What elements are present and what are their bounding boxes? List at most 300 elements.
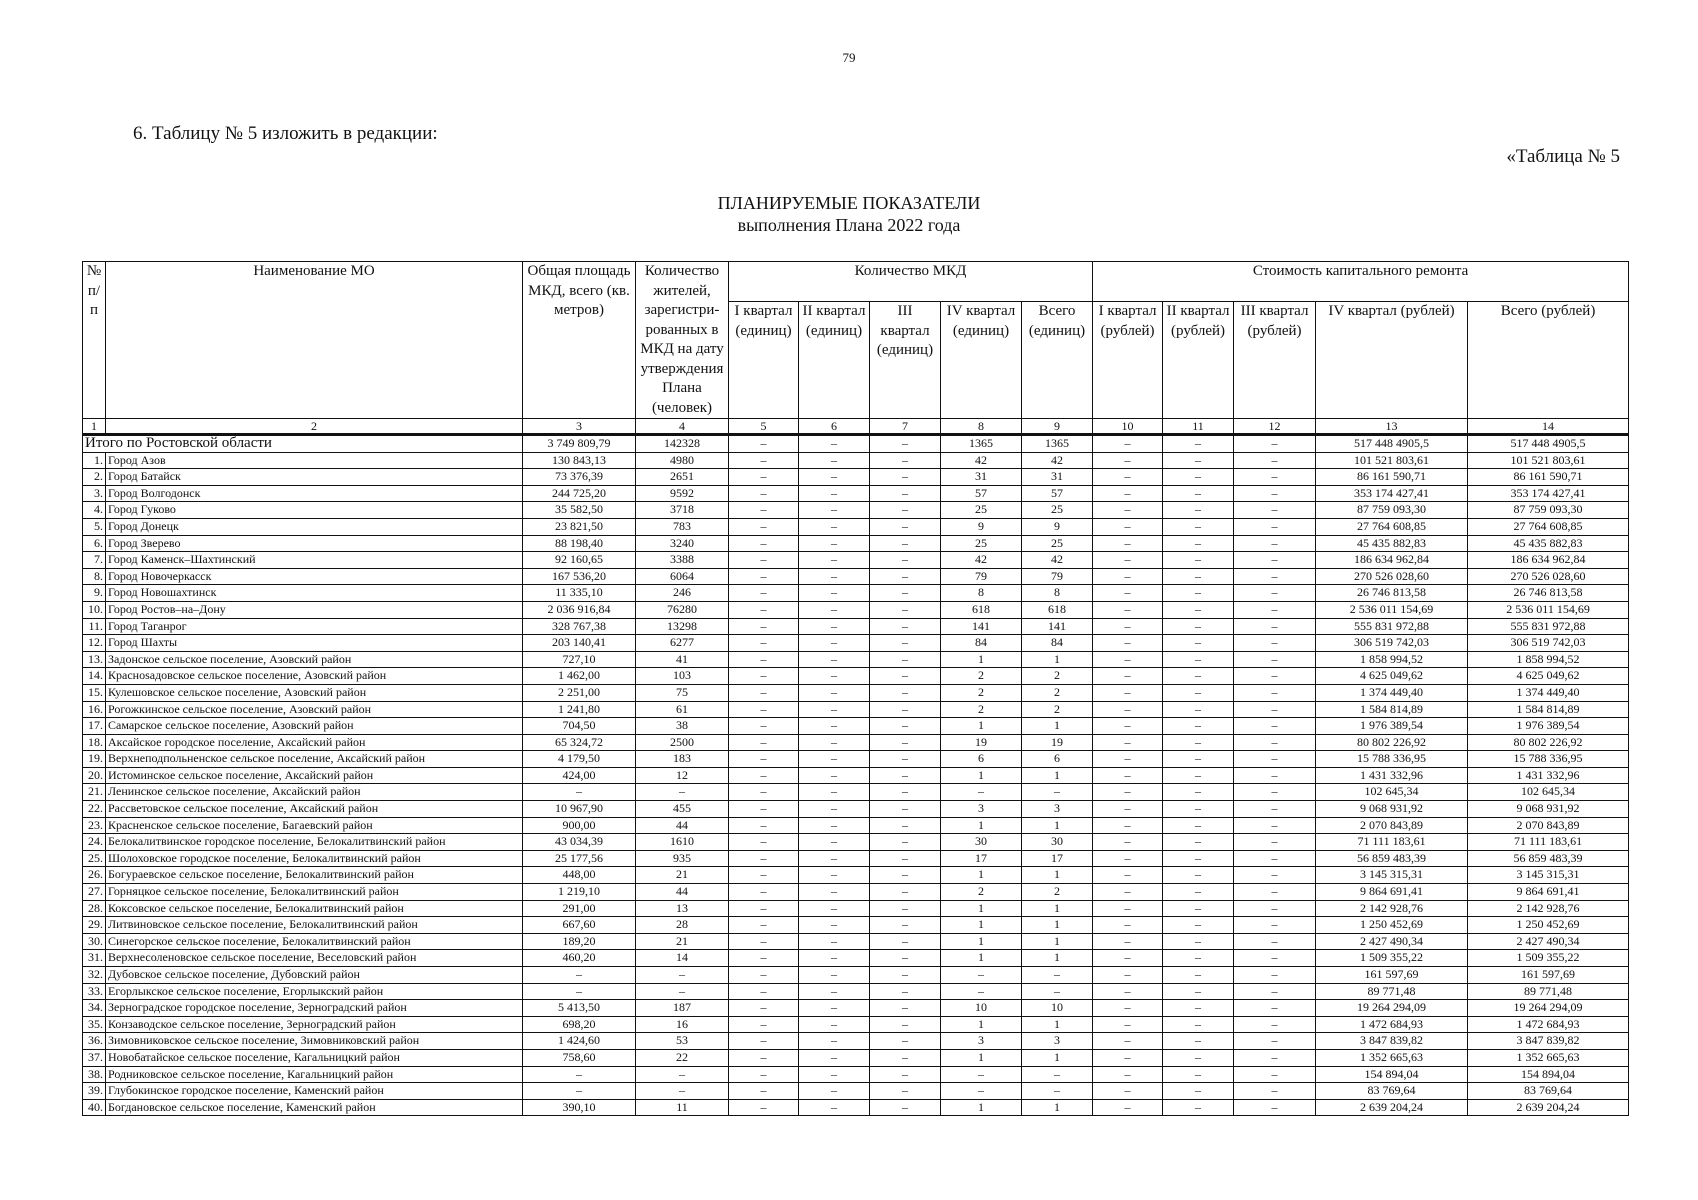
table-row	[83, 917, 1629, 934]
row-cost-q1: –	[1093, 1033, 1163, 1050]
total-mkd-q1: –	[729, 435, 799, 453]
row-cost-q3: –	[1234, 767, 1316, 784]
row-cost-q2: –	[1163, 933, 1234, 950]
row-mkd-q4: 1	[941, 817, 1022, 834]
row-mkd-q2: –	[799, 933, 870, 950]
row-number: 10.	[83, 601, 106, 618]
row-mkd-q1: –	[729, 552, 799, 569]
row-residents: 455	[636, 801, 729, 818]
row-cost-q2: –	[1163, 1083, 1234, 1100]
row-mkd-q2: –	[799, 917, 870, 934]
row-number: 1.	[83, 452, 106, 469]
row-mkd-q4: 84	[941, 635, 1022, 652]
column-number: 14	[1468, 419, 1629, 435]
row-cost-q4: 19 264 294,09	[1316, 1000, 1468, 1017]
row-mkd-q1: –	[729, 983, 799, 1000]
row-number: 7.	[83, 552, 106, 569]
row-cost-q3: –	[1234, 1033, 1316, 1050]
row-mkd-total: 1	[1022, 867, 1093, 884]
row-area: 35 582,50	[523, 502, 636, 519]
row-name: Шолоховское городское поселение, Белокалитвинский район	[106, 850, 523, 867]
column-number: 12	[1234, 419, 1316, 435]
row-residents: 76280	[636, 601, 729, 618]
row-name: Истоминское сельское поселение, Аксайский район	[106, 767, 523, 784]
row-mkd-q2: –	[799, 502, 870, 519]
row-cost-q3: –	[1234, 734, 1316, 751]
row-mkd-total: 2	[1022, 701, 1093, 718]
row-mkd-q4: 1	[941, 917, 1022, 934]
column-number: 8	[941, 419, 1022, 435]
row-cost-q2: –	[1163, 801, 1234, 818]
header-cost-q1: I квартал (рублей)	[1093, 302, 1163, 419]
row-mkd-total: 25	[1022, 502, 1093, 519]
total-residents: 142328	[636, 435, 729, 453]
row-area: 448,00	[523, 867, 636, 884]
row-cost-q2: –	[1163, 485, 1234, 502]
row-mkd-q2: –	[799, 734, 870, 751]
row-cost-q4: 86 161 590,71	[1316, 469, 1468, 486]
row-cost-total: 86 161 590,71	[1468, 469, 1629, 486]
row-area: 390,10	[523, 1099, 636, 1116]
table-row	[83, 1033, 1629, 1050]
row-cost-q4: 102 645,34	[1316, 784, 1468, 801]
row-cost-q1: –	[1093, 469, 1163, 486]
total-label: Итого по Ростовской области	[83, 435, 523, 453]
row-mkd-q1: –	[729, 967, 799, 984]
row-mkd-total: 19	[1022, 734, 1093, 751]
row-mkd-q2: –	[799, 452, 870, 469]
row-cost-q2: –	[1163, 518, 1234, 535]
row-cost-q3: –	[1234, 701, 1316, 718]
row-name: Коксовское сельское поселение, Белокалитвинский район	[106, 900, 523, 917]
row-mkd-q4: 1	[941, 1016, 1022, 1033]
row-number: 19.	[83, 751, 106, 768]
row-residents: 6064	[636, 568, 729, 585]
row-cost-total: 101 521 803,61	[1468, 452, 1629, 469]
row-mkd-q3: –	[870, 718, 941, 735]
row-mkd-q2: –	[799, 801, 870, 818]
row-mkd-q2: –	[799, 701, 870, 718]
row-residents: 44	[636, 884, 729, 901]
row-residents: 2500	[636, 734, 729, 751]
row-residents: 3240	[636, 535, 729, 552]
row-mkd-q1: –	[729, 767, 799, 784]
total-cost-q1: –	[1093, 435, 1163, 453]
row-mkd-q2: –	[799, 967, 870, 984]
table-row	[83, 1083, 1629, 1100]
row-cost-q3: –	[1234, 1083, 1316, 1100]
row-number: 38.	[83, 1066, 106, 1083]
row-mkd-q2: –	[799, 552, 870, 569]
row-cost-q4: 1 374 449,40	[1316, 684, 1468, 701]
row-mkd-q1: –	[729, 867, 799, 884]
row-cost-q2: –	[1163, 601, 1234, 618]
row-cost-q3: –	[1234, 834, 1316, 851]
row-mkd-q4: 618	[941, 601, 1022, 618]
row-mkd-q2: –	[799, 485, 870, 502]
row-residents: 935	[636, 850, 729, 867]
row-area: 167 536,20	[523, 568, 636, 585]
row-cost-q3: –	[1234, 884, 1316, 901]
row-name: Красненское сельское поселение, Багаевский район	[106, 817, 523, 834]
row-mkd-q3: –	[870, 1049, 941, 1066]
row-mkd-q3: –	[870, 900, 941, 917]
table-row	[83, 469, 1629, 486]
total-mkd-q4: 1365	[941, 435, 1022, 453]
row-name: Глубокинское городское поселение, Каменский район	[106, 1083, 523, 1100]
row-residents: 14	[636, 950, 729, 967]
row-cost-q2: –	[1163, 1000, 1234, 1017]
row-mkd-q4: –	[941, 1066, 1022, 1083]
row-residents: 6277	[636, 635, 729, 652]
header-num: № п/п	[83, 262, 106, 419]
row-mkd-q4: 42	[941, 452, 1022, 469]
row-mkd-q1: –	[729, 1000, 799, 1017]
row-name: Зерноградское городское поселение, Зерноградский район	[106, 1000, 523, 1017]
row-name: Верхнеподпольненское сельское поселение, Аксайский район	[106, 751, 523, 768]
row-residents: –	[636, 784, 729, 801]
row-cost-q4: 1 858 994,52	[1316, 651, 1468, 668]
row-number: 13.	[83, 651, 106, 668]
row-area: 130 843,13	[523, 452, 636, 469]
total-mkd-total: 1365	[1022, 435, 1093, 453]
row-area: 88 198,40	[523, 535, 636, 552]
row-cost-q2: –	[1163, 469, 1234, 486]
row-mkd-q2: –	[799, 1066, 870, 1083]
column-number-row	[83, 419, 1629, 435]
row-cost-q1: –	[1093, 518, 1163, 535]
row-name: Конзаводское сельское поселение, Зерноградский район	[106, 1016, 523, 1033]
table-row	[83, 900, 1629, 917]
row-residents: 4980	[636, 452, 729, 469]
row-cost-total: 2 427 490,34	[1468, 933, 1629, 950]
row-cost-total: 2 070 843,89	[1468, 817, 1629, 834]
column-number: 7	[870, 419, 941, 435]
row-cost-q2: –	[1163, 684, 1234, 701]
header-mkd-q4: IV квартал (единиц)	[941, 302, 1022, 419]
row-cost-q1: –	[1093, 568, 1163, 585]
row-name: Ленинское сельское поселение, Аксайский район	[106, 784, 523, 801]
row-name: Рассветовское сельское поселение, Аксайский район	[106, 801, 523, 818]
row-mkd-q2: –	[799, 1000, 870, 1017]
row-cost-q4: 9 068 931,92	[1316, 801, 1468, 818]
row-cost-total: 27 764 608,85	[1468, 518, 1629, 535]
table-row	[83, 668, 1629, 685]
row-cost-q3: –	[1234, 900, 1316, 917]
table-row	[83, 502, 1629, 519]
row-cost-q4: 1 472 684,93	[1316, 1016, 1468, 1033]
row-area: 698,20	[523, 1016, 636, 1033]
row-mkd-q2: –	[799, 585, 870, 602]
row-number: 11.	[83, 618, 106, 635]
row-mkd-q4: 25	[941, 535, 1022, 552]
row-number: 39.	[83, 1083, 106, 1100]
row-number: 15.	[83, 684, 106, 701]
row-cost-q4: 45 435 882,83	[1316, 535, 1468, 552]
column-number: 4	[636, 419, 729, 435]
row-mkd-q1: –	[729, 900, 799, 917]
row-name: Аксайское городское поселение, Аксайский район	[106, 734, 523, 751]
table-row	[83, 933, 1629, 950]
document-heading	[0, 192, 1698, 236]
row-name: Город Новошахтинск	[106, 585, 523, 602]
row-mkd-q3: –	[870, 651, 941, 668]
row-cost-q3: –	[1234, 651, 1316, 668]
row-mkd-q1: –	[729, 1066, 799, 1083]
row-mkd-q3: –	[870, 502, 941, 519]
row-area: 460,20	[523, 950, 636, 967]
row-name: Кулешовское сельское поселение, Азовский район	[106, 684, 523, 701]
table-row	[83, 552, 1629, 569]
table-row	[83, 834, 1629, 851]
row-cost-q4: 89 771,48	[1316, 983, 1468, 1000]
row-mkd-q1: –	[729, 601, 799, 618]
column-number: 3	[523, 419, 636, 435]
row-area: –	[523, 1083, 636, 1100]
row-mkd-q3: –	[870, 1033, 941, 1050]
row-cost-q1: –	[1093, 684, 1163, 701]
row-mkd-q4: 141	[941, 618, 1022, 635]
row-cost-q3: –	[1234, 850, 1316, 867]
row-cost-q1: –	[1093, 1016, 1163, 1033]
row-number: 14.	[83, 668, 106, 685]
heading-title: ПЛАНИРУЕМЫЕ ПОКАЗАТЕЛИ	[717, 193, 981, 213]
row-cost-total: 80 802 226,92	[1468, 734, 1629, 751]
row-mkd-q4: 30	[941, 834, 1022, 851]
row-cost-q1: –	[1093, 618, 1163, 635]
row-cost-q1: –	[1093, 552, 1163, 569]
row-mkd-total: 2	[1022, 884, 1093, 901]
row-mkd-q3: –	[870, 684, 941, 701]
row-cost-q3: –	[1234, 718, 1316, 735]
row-cost-q3: –	[1234, 618, 1316, 635]
row-number: 35.	[83, 1016, 106, 1033]
row-mkd-q1: –	[729, 618, 799, 635]
row-cost-q3: –	[1234, 502, 1316, 519]
row-cost-q1: –	[1093, 917, 1163, 934]
total-cost-q4: 517 448 4905,5	[1316, 435, 1468, 453]
row-cost-total: 186 634 962,84	[1468, 552, 1629, 569]
row-mkd-q1: –	[729, 452, 799, 469]
row-cost-q3: –	[1234, 518, 1316, 535]
row-cost-q4: 186 634 962,84	[1316, 552, 1468, 569]
row-cost-q3: –	[1234, 1066, 1316, 1083]
row-mkd-q2: –	[799, 1049, 870, 1066]
table-row	[83, 684, 1629, 701]
row-cost-total: 2 142 928,76	[1468, 900, 1629, 917]
row-mkd-q4: 8	[941, 585, 1022, 602]
row-name: Город Волгодонск	[106, 485, 523, 502]
row-number: 12.	[83, 635, 106, 652]
row-cost-total: 161 597,69	[1468, 967, 1629, 984]
row-cost-q1: –	[1093, 867, 1163, 884]
row-cost-q2: –	[1163, 701, 1234, 718]
row-cost-q2: –	[1163, 751, 1234, 768]
row-cost-total: 71 111 183,61	[1468, 834, 1629, 851]
row-mkd-total: 1	[1022, 1049, 1093, 1066]
row-area: 1 424,60	[523, 1033, 636, 1050]
row-cost-q3: –	[1234, 585, 1316, 602]
row-cost-q2: –	[1163, 618, 1234, 635]
column-number: 1	[83, 419, 106, 435]
table-row	[83, 701, 1629, 718]
row-mkd-q2: –	[799, 635, 870, 652]
row-cost-total: 1 431 332,96	[1468, 767, 1629, 784]
row-cost-q4: 2 142 928,76	[1316, 900, 1468, 917]
row-number: 25.	[83, 850, 106, 867]
table-row	[83, 817, 1629, 834]
row-cost-total: 555 831 972,88	[1468, 618, 1629, 635]
table-row	[83, 784, 1629, 801]
row-cost-total: 3 847 839,82	[1468, 1033, 1629, 1050]
row-cost-q4: 1 431 332,96	[1316, 767, 1468, 784]
row-cost-q2: –	[1163, 452, 1234, 469]
row-cost-q4: 9 864 691,41	[1316, 884, 1468, 901]
row-residents: –	[636, 1083, 729, 1100]
total-mkd-q2: –	[799, 435, 870, 453]
row-cost-q2: –	[1163, 1016, 1234, 1033]
row-area: 2 251,00	[523, 684, 636, 701]
total-mkd-q3: –	[870, 435, 941, 453]
row-name: Город Шахты	[106, 635, 523, 652]
row-mkd-q1: –	[729, 817, 799, 834]
row-cost-total: 15 788 336,95	[1468, 751, 1629, 768]
row-mkd-total: 30	[1022, 834, 1093, 851]
table-row	[83, 734, 1629, 751]
row-cost-total: 1 976 389,54	[1468, 718, 1629, 735]
row-mkd-q2: –	[799, 817, 870, 834]
total-row	[83, 435, 1629, 453]
row-cost-q1: –	[1093, 784, 1163, 801]
row-name: Богдановское сельское поселение, Каменский район	[106, 1099, 523, 1116]
row-cost-q1: –	[1093, 983, 1163, 1000]
row-mkd-total: 1	[1022, 1099, 1093, 1116]
row-number: 18.	[83, 734, 106, 751]
row-cost-q3: –	[1234, 917, 1316, 934]
row-name: Город Зверево	[106, 535, 523, 552]
row-cost-q4: 306 519 742,03	[1316, 635, 1468, 652]
row-cost-q1: –	[1093, 601, 1163, 618]
row-mkd-q2: –	[799, 668, 870, 685]
row-mkd-q4: 6	[941, 751, 1022, 768]
row-area: 1 219,10	[523, 884, 636, 901]
row-mkd-q4: 1	[941, 651, 1022, 668]
total-cost-q2: –	[1163, 435, 1234, 453]
row-number: 28.	[83, 900, 106, 917]
row-mkd-q4: 1	[941, 900, 1022, 917]
row-cost-q3: –	[1234, 1000, 1316, 1017]
row-number: 5.	[83, 518, 106, 535]
row-area: 65 324,72	[523, 734, 636, 751]
row-area: –	[523, 1066, 636, 1083]
row-cost-q2: –	[1163, 967, 1234, 984]
row-cost-q2: –	[1163, 784, 1234, 801]
table-row	[83, 850, 1629, 867]
total-area: 3 749 809,79	[523, 435, 636, 453]
row-name: Верхнесоленовское сельское поселение, Веселовский район	[106, 950, 523, 967]
row-name: Зимовниковское сельское поселение, Зимовниковский район	[106, 1033, 523, 1050]
row-residents: 21	[636, 933, 729, 950]
row-cost-q1: –	[1093, 718, 1163, 735]
row-mkd-q4: 17	[941, 850, 1022, 867]
row-cost-q2: –	[1163, 718, 1234, 735]
header-cost-q4: IV квартал (рублей)	[1316, 302, 1468, 419]
row-residents: 3388	[636, 552, 729, 569]
row-cost-q2: –	[1163, 950, 1234, 967]
row-residents: 103	[636, 668, 729, 685]
row-residents: 28	[636, 917, 729, 934]
row-mkd-q1: –	[729, 1099, 799, 1116]
row-residents: 61	[636, 701, 729, 718]
row-number: 33.	[83, 983, 106, 1000]
row-mkd-q4: 31	[941, 469, 1022, 486]
row-area: 5 413,50	[523, 1000, 636, 1017]
row-number: 6.	[83, 535, 106, 552]
row-mkd-q4: 9	[941, 518, 1022, 535]
row-mkd-q2: –	[799, 784, 870, 801]
row-cost-q4: 154 894,04	[1316, 1066, 1468, 1083]
row-number: 20.	[83, 767, 106, 784]
row-cost-q2: –	[1163, 1099, 1234, 1116]
row-mkd-q4: –	[941, 967, 1022, 984]
row-number: 26.	[83, 867, 106, 884]
row-cost-q1: –	[1093, 967, 1163, 984]
row-cost-q4: 26 746 813,58	[1316, 585, 1468, 602]
row-mkd-q1: –	[729, 485, 799, 502]
column-number: 13	[1316, 419, 1468, 435]
row-name: Город Каменск–Шахтинский	[106, 552, 523, 569]
row-name: Самарское сельское поселение, Азовский район	[106, 718, 523, 735]
row-mkd-q3: –	[870, 784, 941, 801]
row-mkd-q2: –	[799, 601, 870, 618]
row-mkd-total: 3	[1022, 801, 1093, 818]
row-number: 29.	[83, 917, 106, 934]
row-residents: –	[636, 967, 729, 984]
row-name: Горняцкое сельское поселение, Белокалитвинский район	[106, 884, 523, 901]
row-cost-total: 83 769,64	[1468, 1083, 1629, 1100]
row-cost-q4: 87 759 093,30	[1316, 502, 1468, 519]
row-mkd-q3: –	[870, 967, 941, 984]
row-mkd-q4: –	[941, 784, 1022, 801]
row-cost-q3: –	[1234, 535, 1316, 552]
row-mkd-total: 6	[1022, 751, 1093, 768]
row-cost-q3: –	[1234, 568, 1316, 585]
row-area: 4 179,50	[523, 751, 636, 768]
table-row	[83, 485, 1629, 502]
row-cost-q2: –	[1163, 917, 1234, 934]
row-mkd-total: 31	[1022, 469, 1093, 486]
row-number: 22.	[83, 801, 106, 818]
row-cost-q2: –	[1163, 585, 1234, 602]
row-mkd-q3: –	[870, 734, 941, 751]
row-mkd-total: 618	[1022, 601, 1093, 618]
row-mkd-q3: –	[870, 601, 941, 618]
row-mkd-q3: –	[870, 767, 941, 784]
row-cost-q1: –	[1093, 734, 1163, 751]
row-name: Город Батайск	[106, 469, 523, 486]
row-residents: 38	[636, 718, 729, 735]
row-area: 23 821,50	[523, 518, 636, 535]
row-mkd-q4: 1	[941, 1099, 1022, 1116]
row-mkd-q4: 3	[941, 1033, 1022, 1050]
row-cost-q2: –	[1163, 734, 1234, 751]
table-row	[83, 1066, 1629, 1083]
row-mkd-q1: –	[729, 1016, 799, 1033]
row-cost-total: 1 374 449,40	[1468, 684, 1629, 701]
row-mkd-q3: –	[870, 568, 941, 585]
row-mkd-q3: –	[870, 950, 941, 967]
header-mkd-q1: I квартал (единиц)	[729, 302, 799, 419]
